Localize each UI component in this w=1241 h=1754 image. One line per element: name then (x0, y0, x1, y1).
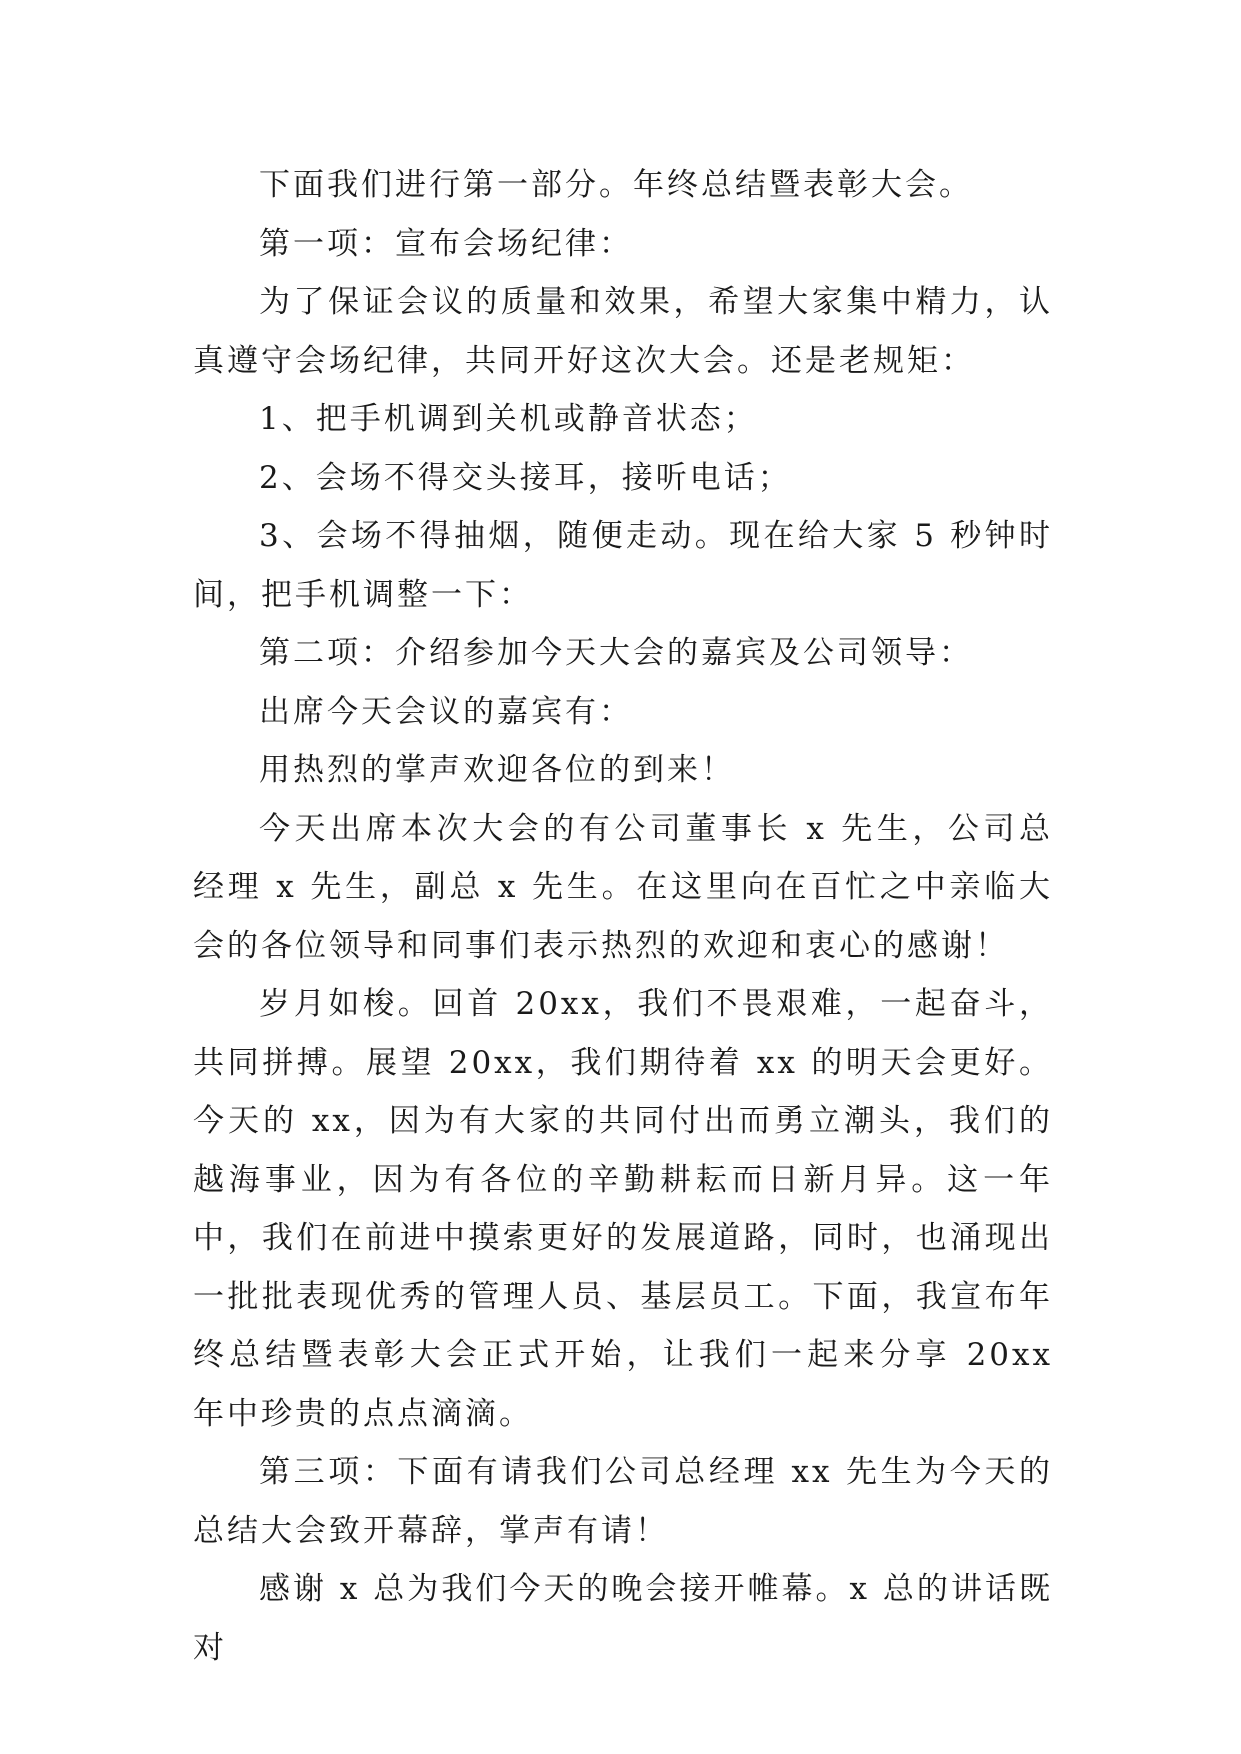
paragraph-item-three: 第三项：下面有请我们公司总经理 xx 先生为今天的总结大会致开幕辞，掌声有请！ (193, 1454, 1053, 1549)
document-body (193, 156, 1053, 1677)
paragraph-thanks: 感谢 x 总为我们今天的晚会接开帷幕。x 总的讲话既对 (193, 1571, 1053, 1666)
paragraph-discipline-intro: 为了保证会议的质量和效果，希望大家集中精力，认真遵守会场纪律，共同开好这次大会。还是老规矩： (193, 284, 1053, 379)
paragraph-guests: 出席今天会议的嘉宾有： (259, 693, 633, 730)
paragraph-item-two-heading: 第二项：介绍参加今天大会的嘉宾及公司领导： (259, 635, 973, 671)
paragraph-rule-2: 2、会场不得交头接耳，接听电话； (259, 459, 792, 496)
paragraph-review: 岁月如梭。回首 20xx，我们不畏艰难，一起奋斗，共同拼搏。展望 20xx，我们期待着 xx 的明天会更好。今天的 xx，因为有大家的共同付出而勇立潮头，我们的越海事业，因为有各位的辛勤耕耘而日新月异。这一年中，我们在前进中摸索更好的发展道路，同时，也涌现出一批批表现优秀的管理人员、基层员工。下面，我宣布年终总结暨表彰大会正式开始，让我们一起来分享 20xx 年中珍贵的点点滴滴。 (193, 986, 1053, 1432)
paragraph-item-one-heading: 第一项：宣布会场纪律： (259, 225, 633, 262)
paragraph-applause: 用热烈的掌声欢迎各位的到来！ (259, 752, 735, 788)
paragraph-rule-3: 3、会场不得抽烟，随便走动。现在给大家 5 秒钟时间，把手机调整一下： (193, 518, 1053, 613)
paragraph-leaders: 今天出席本次大会的有公司董事长 x 先生，公司总经理 x 先生，副总 x 先生。在这里向在百忙之中亲临大会的各位领导和同事们表示热烈的欢迎和衷心的感谢！ (193, 810, 1053, 964)
paragraph-rule-1: 1、把手机调到关机或静音状态； (259, 401, 758, 437)
paragraph-part-one: 下面我们进行第一部分。年终总结暨表彰大会。 (259, 167, 973, 203)
